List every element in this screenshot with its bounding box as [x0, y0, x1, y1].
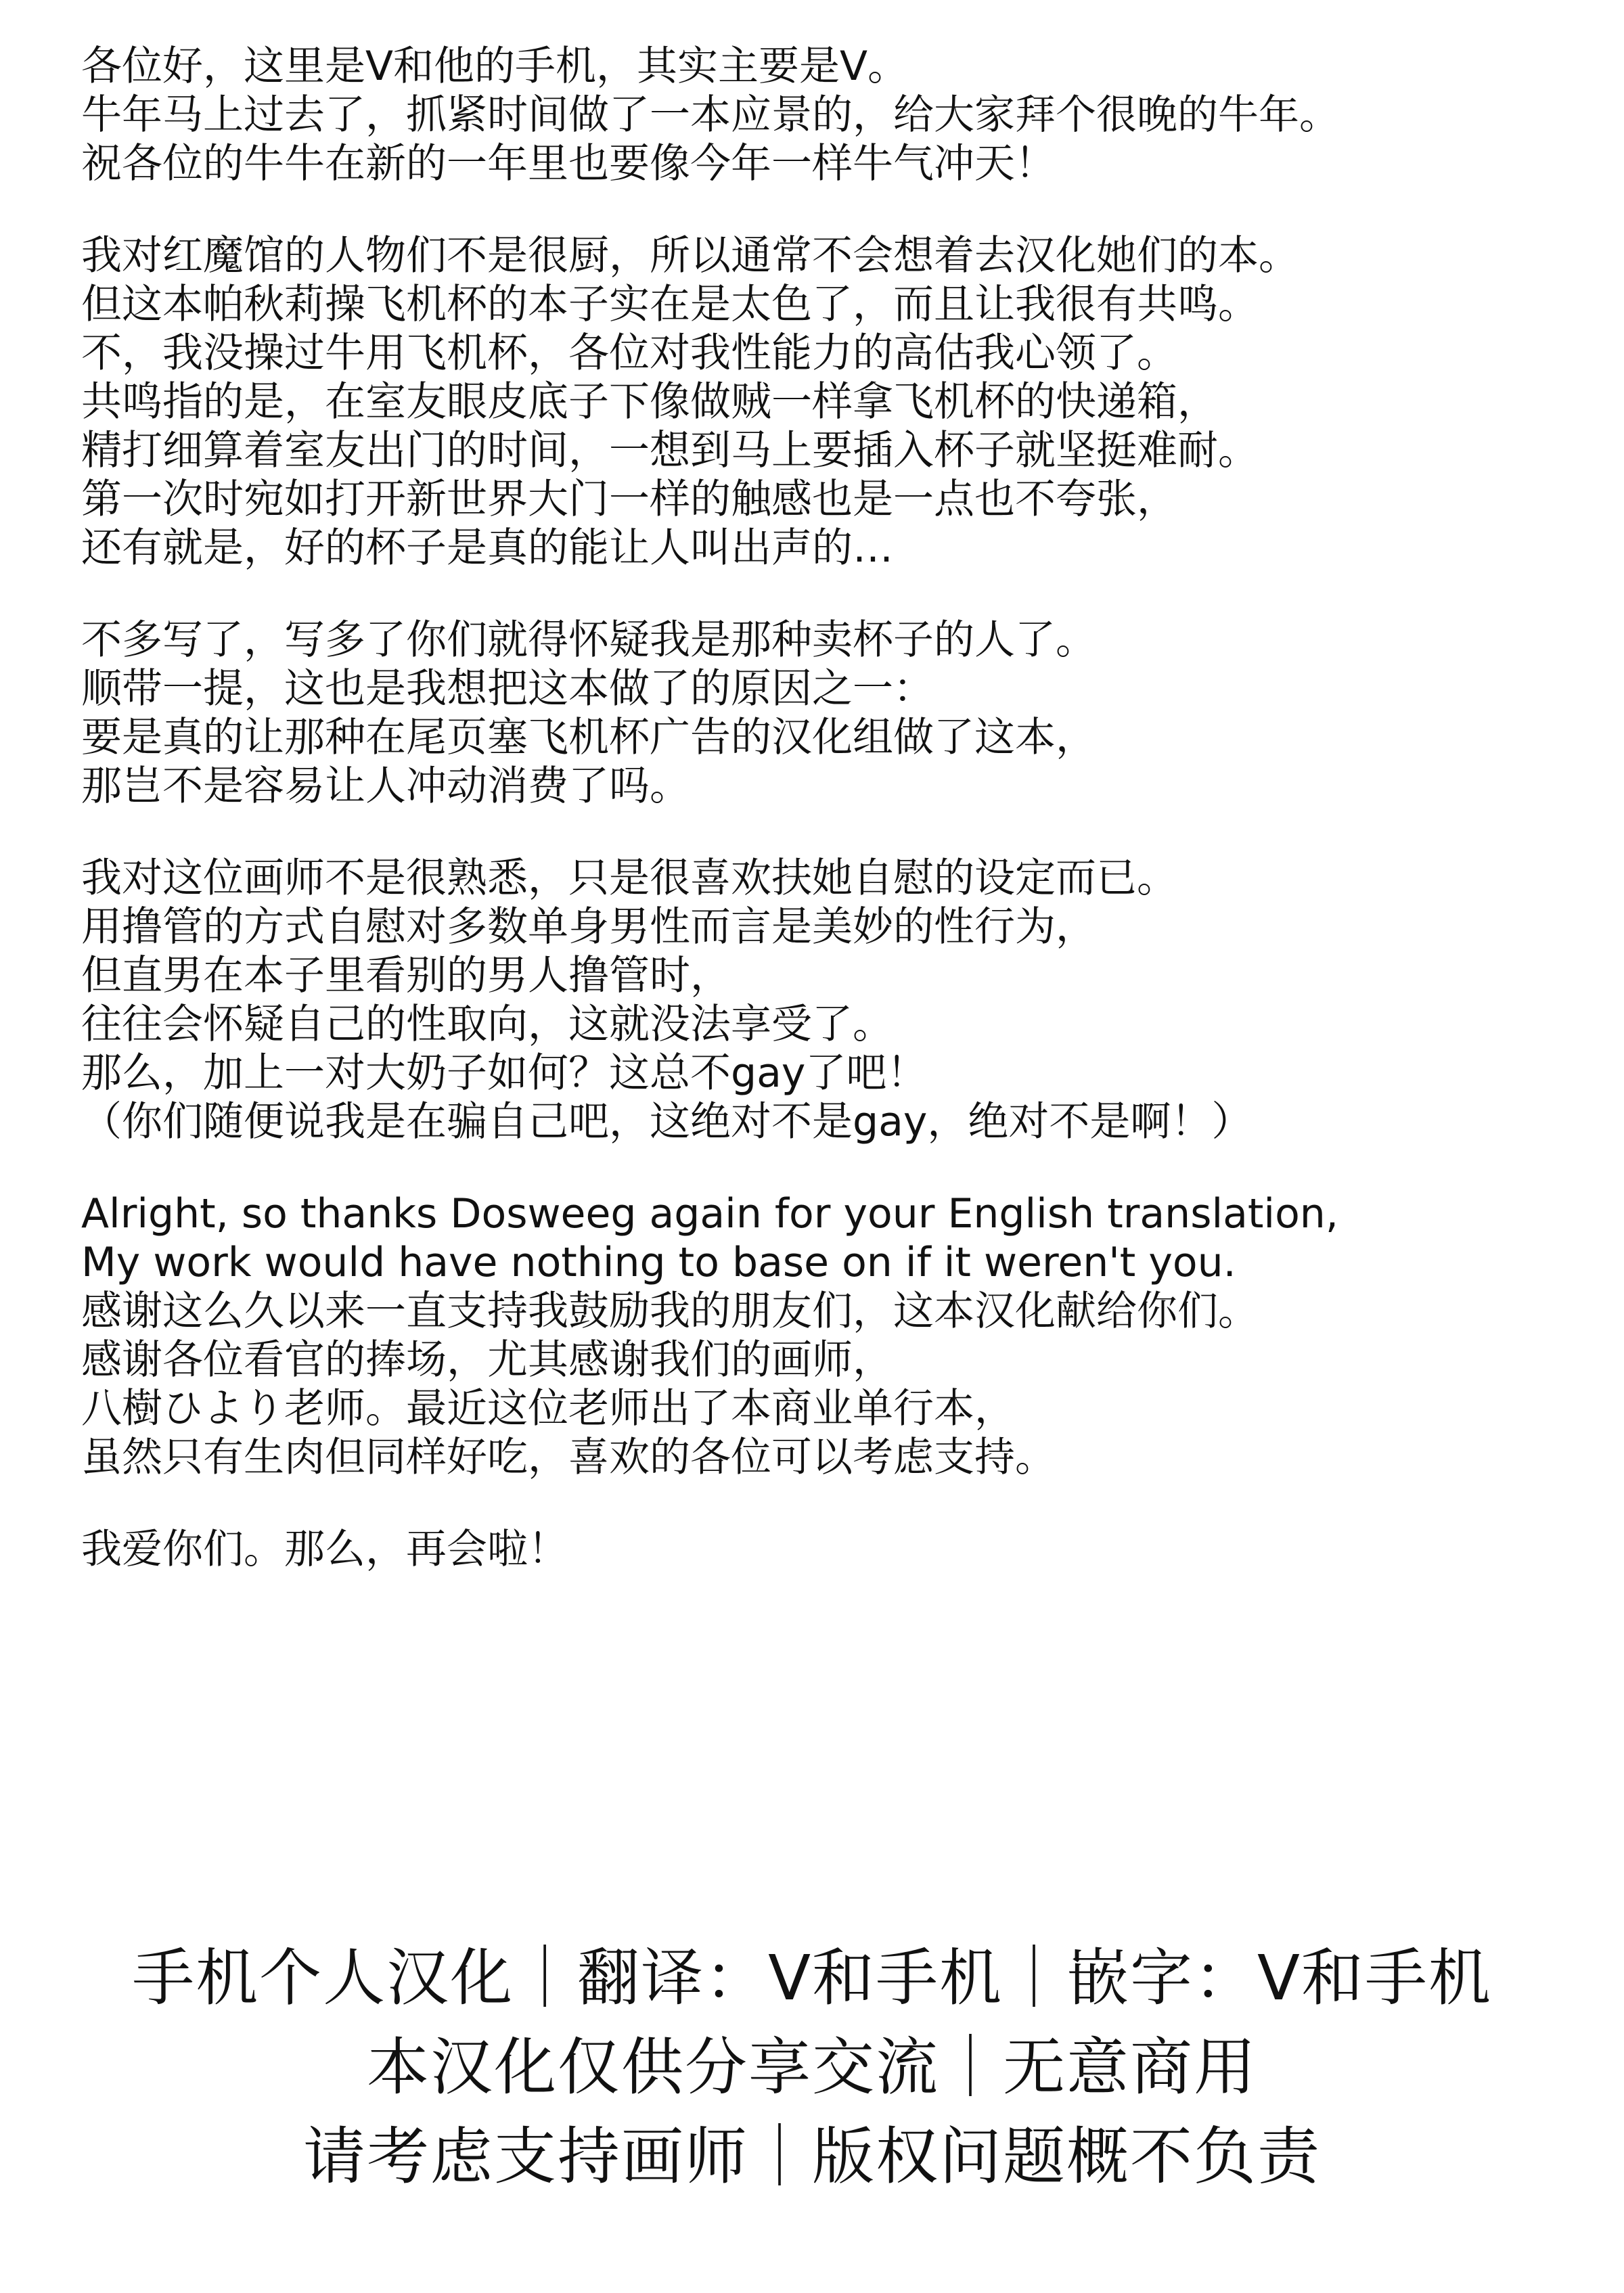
text-line: 第一次时宛如打开新世界大门一样的触感也是一点也不夸张，: [81, 476, 1177, 523]
text-line: 八樹ひより老师。最近这位老师出了本商业单行本，: [81, 1385, 1015, 1432]
text-line: 要是真的让那种在尾页塞飞机杯广告的汉化组做了这本，: [81, 714, 1096, 761]
text-line: 往往会怀疑自己的性取向，这就没法享受了。: [81, 1001, 893, 1048]
paragraph-thanks: [81, 1189, 1583, 1482]
credits-footer: [0, 1934, 1624, 2202]
text-line: 感谢各位看官的捧场，尤其感谢我们的画师，: [81, 1336, 893, 1384]
text-line: 不，我没操过牛用飞机杯，各位对我性能力的高估我心领了。: [81, 330, 1177, 377]
text-line: 不多写了，写多了你们就得怀疑我是那种卖杯子的人了。: [81, 616, 1096, 664]
text-line: 共鸣指的是，在室友眼皮底子下像做贼一样拿飞机杯的快递箱，: [81, 378, 1218, 426]
text-line: 还有就是，好的杯子是真的能让人叫出声的…: [81, 524, 893, 572]
paragraph-gap: [81, 572, 1583, 616]
paragraph-gap: [81, 811, 1583, 854]
paragraph-artist: [81, 854, 1583, 1146]
paragraph-gap: [81, 188, 1583, 231]
text-line: （你们随便说我是在骗自己吧，这绝对不是gay，绝对不是啊！）: [81, 1098, 1253, 1145]
paragraph-gap: [81, 1146, 1583, 1189]
text-line: 但这本帕秋莉操飞机杯的本子实在是太色了，而且让我很有共鸣。: [81, 281, 1259, 328]
text-line: 我爱你们。那么，再会啦！: [81, 1526, 568, 1573]
paragraph-farewell: [81, 1525, 1583, 1574]
paragraph-resonance: [81, 231, 1583, 572]
text-line: 牛年马上过去了，抓紧时间做了一本应景的，给大家拜个很晚的牛年。: [81, 91, 1340, 139]
disclaimer-line: 本汉化仅供分享交流｜无意商用: [366, 2031, 1257, 2104]
paragraph-reason: [81, 616, 1583, 811]
support-line: 请考虑支持画师｜版权问题概不负责: [302, 2120, 1321, 2193]
text-line: 祝各位的牛牛在新的一年里也要像今年一样牛气冲天！: [81, 140, 1056, 187]
text-line: 各位好，这里是V和他的手机，其实主要是V。: [81, 43, 909, 90]
text-line: 精打细算着室友出门的时间，一想到马上要插入杯子就坚挺难耐。: [81, 427, 1259, 474]
text-line: 感谢这么久以来一直支持我鼓励我的朋友们，这本汉化献给你们。: [81, 1288, 1259, 1335]
text-line: My work would have nothing to base on if it weren't you.: [81, 1239, 1236, 1286]
text-line: 但直男在本子里看别的男人撸管时，: [81, 952, 731, 999]
text-line: 那么，加上一对大奶子如何？这总不gay了吧！: [81, 1049, 928, 1097]
text-line: 我对红魔馆的人物们不是很厨，所以通常不会想着去汉化她们的本。: [81, 232, 1299, 279]
text-line: 那岂不是容易让人冲动消费了吗。: [81, 763, 690, 810]
paragraph-gap: [81, 1482, 1583, 1525]
credits-line: 手机个人汉化｜翻译：V和手机｜嵌字：V和手机: [132, 1942, 1492, 2014]
text-line: Alright, so thanks Dosweeg again for your English translation,: [81, 1190, 1338, 1238]
afterword-text: [81, 42, 1583, 1574]
text-line: 我对这位画师不是很熟悉，只是很喜欢扶她自慰的设定而已。: [81, 855, 1177, 902]
text-line: 虽然只有生肉但同样好吃，喜欢的各位可以考虑支持。: [81, 1434, 1056, 1481]
paragraph-greeting: [81, 42, 1583, 188]
text-line: 用撸管的方式自慰对多数单身男性而言是美妙的性行为，: [81, 903, 1096, 951]
text-line: 顺带一提，这也是我想把这本做了的原因之一：: [81, 665, 934, 712]
